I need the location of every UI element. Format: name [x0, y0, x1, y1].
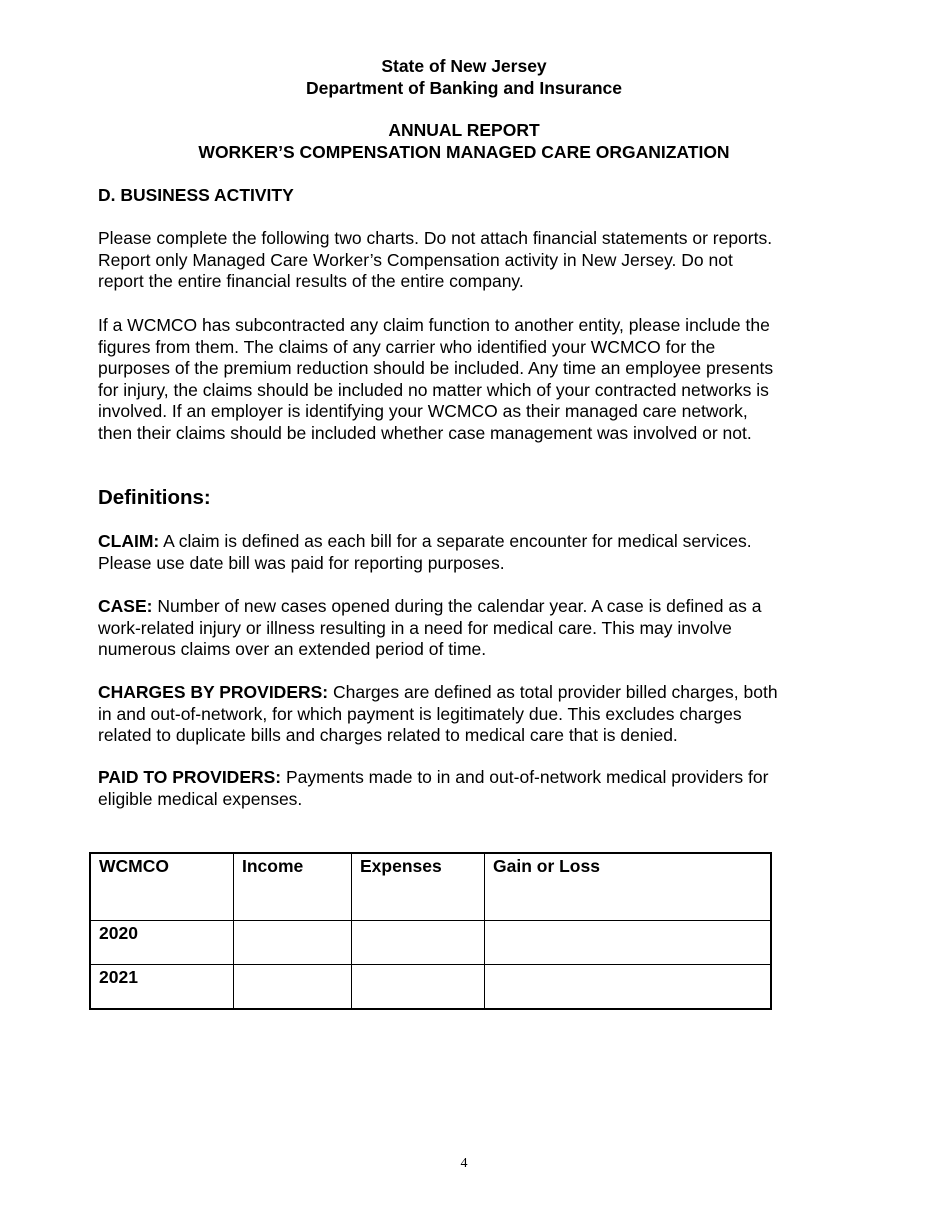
header-department: Department of Banking and Insurance: [305, 78, 623, 98]
definition-line: [98, 531, 838, 553]
definition-line: Please use date bill was paid for reporting purposes.: [98, 552, 505, 573]
paragraph-line: If a WCMCO has subcontracted any claim function to another entity, please include the: [98, 315, 770, 335]
definition-term: CHARGES BY PROVIDERS:: [98, 682, 329, 702]
definition-line: [98, 682, 838, 704]
gain-or-loss-cell[interactable]: [485, 965, 772, 1010]
definition-charges-by-providers: [98, 682, 838, 747]
definition-line: in and out-of-network, for which payment is legitimately due. This excludes charges: [98, 703, 742, 724]
section-title: D. BUSINESS ACTIVITY: [98, 185, 294, 205]
definition-line: related to duplicate bills and charges related to medical care that is denied.: [98, 725, 678, 745]
expenses-cell[interactable]: [352, 921, 485, 965]
paragraph-line: Please complete the following two charts. Do not attach financial statements or reports.: [98, 228, 773, 248]
definition-term: CASE:: [98, 596, 153, 616]
paragraph-line: report the entire financial results of the entire company.: [98, 271, 524, 291]
definition-line: work-related injury or illness resulting in a need for medical care. This may involve: [98, 617, 732, 638]
paragraph-line: figures from them. The claims of any carrier who identified your WCMCO for the: [98, 336, 716, 357]
header-report-title: ANNUAL REPORT: [388, 120, 540, 140]
intro-paragraph: [98, 315, 838, 444]
definitions-heading: Definitions:: [98, 486, 211, 509]
definition-text: A claim is defined as each bill for a separate encounter for medical services.: [159, 531, 752, 551]
definition-text: Charges are defined as total provider billed charges, both: [328, 682, 778, 702]
paragraph-line: Report only Managed Care Worker’s Compensation activity in New Jersey. Do not: [98, 249, 733, 270]
business-activity-table: [89, 852, 772, 1010]
column-header-gain-or-loss: Gain or Loss: [485, 853, 772, 921]
definition-line: eligible medical expenses.: [98, 788, 303, 809]
intro-paragraph: [98, 228, 838, 293]
table-row: [90, 921, 771, 965]
definition-line: [98, 596, 838, 618]
paragraph-line: purposes of the premium reduction should be included. Any time an employee presents: [98, 358, 774, 378]
definition-text: Payments made to in and out-of-network medical providers for: [281, 767, 769, 787]
row-year-cell: 2021: [90, 965, 234, 1010]
income-cell[interactable]: [234, 965, 352, 1010]
gain-or-loss-cell[interactable]: [485, 921, 772, 965]
column-header-income: Income: [234, 853, 352, 921]
definition-term: PAID TO PROVIDERS:: [98, 767, 282, 787]
table-row: [90, 965, 771, 1010]
page-number: 4: [460, 1156, 468, 1171]
column-header-expenses: Expenses: [352, 853, 485, 921]
definition-text: Number of new cases opened during the calendar year. A case is defined as a: [152, 596, 762, 616]
paragraph-line: involved. If an employer is identifying your WCMCO as their managed care network,: [98, 401, 748, 421]
definition-claim: [98, 531, 838, 574]
paragraph-line: then their claims should be included whether case management was involved or not.: [98, 422, 752, 443]
definition-line: [98, 767, 838, 789]
definition-term: CLAIM:: [98, 531, 160, 551]
header-state: State of New Jersey: [381, 56, 547, 76]
income-cell[interactable]: [234, 921, 352, 965]
column-header-wcmco: WCMCO: [90, 853, 234, 921]
definition-line: numerous claims over an extended period of time.: [98, 639, 487, 659]
definition-paid-to-providers: [98, 767, 838, 810]
expenses-cell[interactable]: [352, 965, 485, 1010]
table-header-row: [90, 853, 771, 921]
header-report-subtitle: WORKER’S COMPENSATION MANAGED CARE ORGANIZATION: [198, 142, 730, 162]
definition-case: [98, 596, 838, 661]
paragraph-line: for injury, the claims should be included no matter which of your contracted networks is: [98, 379, 769, 400]
row-year-cell: 2020: [90, 921, 234, 965]
